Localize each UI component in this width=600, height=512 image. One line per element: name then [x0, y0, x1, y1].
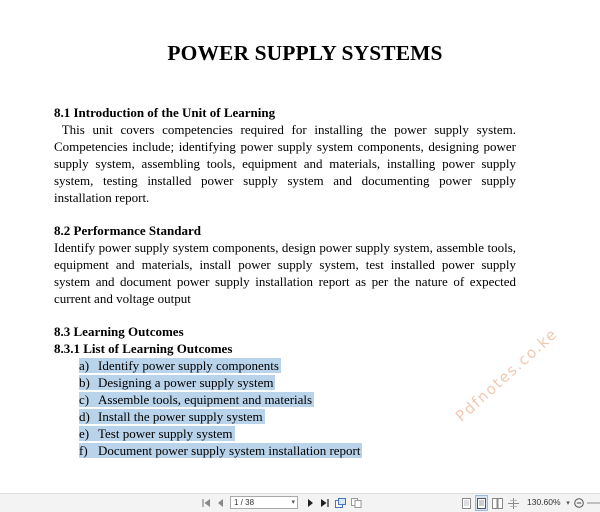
- page-number-input[interactable]: 1 / 38 ▾: [230, 496, 298, 509]
- section-subheading-outcomes-list: 8.3.1 List of Learning Outcomes: [54, 341, 233, 356]
- document-content: [54, 104, 520, 459]
- last-page-icon[interactable]: [318, 495, 330, 511]
- split-view-icon[interactable]: [507, 495, 520, 511]
- previous-page-icon[interactable]: [214, 495, 226, 511]
- page-dropdown-icon[interactable]: ▾: [291, 499, 295, 506]
- highlighted-text[interactable]: a) Identify power supply components: [79, 358, 279, 373]
- highlighted-text[interactable]: f) Document power supply system installation report: [79, 443, 361, 458]
- section-body-performance: Identify power supply system components, design power supply system, assemble tools, equipment and materials, install power supply system, test installed power supply system and document power supply installation report as per the nature of expected current and voltage output: [54, 240, 516, 306]
- zoom-level: 130.60%: [527, 497, 561, 507]
- document-title: POWER SUPPLY SYSTEMS: [167, 41, 443, 65]
- list-item: [79, 442, 516, 459]
- list-item: [79, 391, 516, 408]
- section-heading-intro: 8.1 Introduction of the Unit of Learning: [54, 105, 276, 120]
- section-heading-performance: 8.2 Performance Standard: [54, 223, 201, 238]
- highlighted-text[interactable]: c) Assemble tools, equipment and materials: [79, 392, 313, 407]
- viewer-toolbar: [0, 493, 600, 512]
- highlighted-text[interactable]: d) Install the power supply system: [79, 409, 263, 424]
- section-heading-outcomes: 8.3 Learning Outcomes: [54, 324, 184, 339]
- learning-outcomes-list: [54, 357, 516, 459]
- first-page-icon[interactable]: [200, 495, 212, 511]
- open-new-window-icon[interactable]: [333, 495, 347, 511]
- highlighted-text[interactable]: b) Designing a power supply system: [79, 375, 274, 390]
- list-item: [79, 425, 516, 442]
- highlighted-text[interactable]: e) Test power supply system: [79, 426, 233, 441]
- next-page-icon[interactable]: [304, 495, 316, 511]
- list-item: [79, 374, 516, 391]
- zoom-out-icon[interactable]: [573, 495, 585, 511]
- list-item: [79, 357, 516, 374]
- continuous-view-icon[interactable]: [475, 495, 488, 511]
- two-page-view-icon[interactable]: [491, 495, 504, 511]
- zoom-slider[interactable]: [587, 495, 600, 511]
- watermark: Pdfnotes.co.ke: [452, 324, 562, 426]
- section-body-intro: This unit covers competencies required for installing the power supply system. Competencies include; identifying power supply system components, designing power supply system, assembling tools, equipment and materials, installing power supply system, testing installed power supply system and documenting power supply installation report.: [54, 122, 520, 205]
- single-page-view-icon[interactable]: [460, 495, 472, 511]
- list-item: [79, 408, 516, 425]
- copy-icon[interactable]: [349, 495, 363, 511]
- zoom-dropdown-icon[interactable]: ▾: [566, 500, 570, 507]
